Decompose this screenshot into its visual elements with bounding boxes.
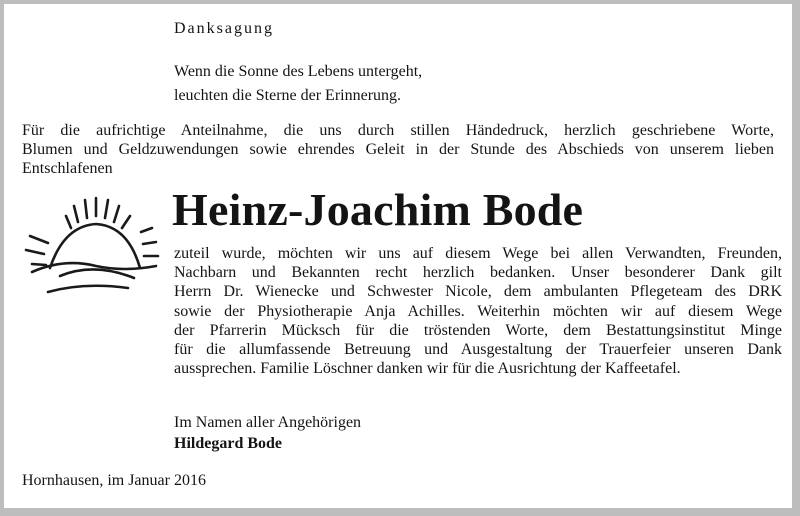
- thanks-line: sowie der Physiotherapie Anja Achilles. Weiterhin möchten wir auf diesem Wege: [174, 302, 782, 320]
- thanks-line: für die allumfassende Betreuung und Ausgestaltung der Trauerfeier unseren Dank: [174, 341, 782, 359]
- motto-verse: [174, 60, 422, 108]
- thanks-line: Herrn Dr. Wienecke und Schwester Nicole, dem ambulanten Pflegeteam des DRK: [174, 283, 782, 301]
- closing-block: [174, 412, 361, 454]
- thanks-paragraph: [174, 244, 782, 378]
- intro-line: Entschlafenen: [22, 160, 113, 177]
- place-date: Hornhausen, im Januar 2016: [22, 472, 206, 489]
- intro-paragraph: [22, 121, 774, 178]
- rising-sun-icon: [24, 192, 164, 302]
- thanks-line: Nachbarn und Bekannten recht herzlich bedanken. Unser besonderer Dank gilt: [174, 264, 782, 282]
- closing-line: Im Namen aller Angehörigen: [174, 414, 362, 431]
- notice-heading: Danksagung: [174, 20, 274, 37]
- signer-name: Hildegard Bode: [174, 435, 283, 452]
- intro-line: Blumen und Geldzuwendungen sowie ehrendes Geleit in der Stunde des Abschieds von unserem lieben: [22, 141, 774, 158]
- thanks-line: zuteil wurde, möchten wir uns auf diesem Wege bei allen Verwandten, Freunden,: [174, 245, 782, 262]
- intro-line: Für die aufrichtige Anteilnahme, die uns durch stillen Händedruck, herzlich geschriebene Worte,: [22, 122, 774, 139]
- obituary-notice: [4, 4, 792, 508]
- motto-line: leuchten die Sterne der Erinnerung.: [174, 87, 402, 104]
- deceased-name: Heinz-Joachim Bode: [172, 184, 584, 235]
- motto-line: Wenn die Sonne des Lebens untergeht,: [174, 63, 423, 80]
- thanks-line: aussprechen. Familie Löschner danken wir für die Ausrichtung der Kaffeetafel.: [174, 360, 681, 378]
- thanks-line: der Pfarrerin Mücksch für die tröstenden Worte, dem Bestattungsinstitut Minge: [174, 321, 782, 339]
